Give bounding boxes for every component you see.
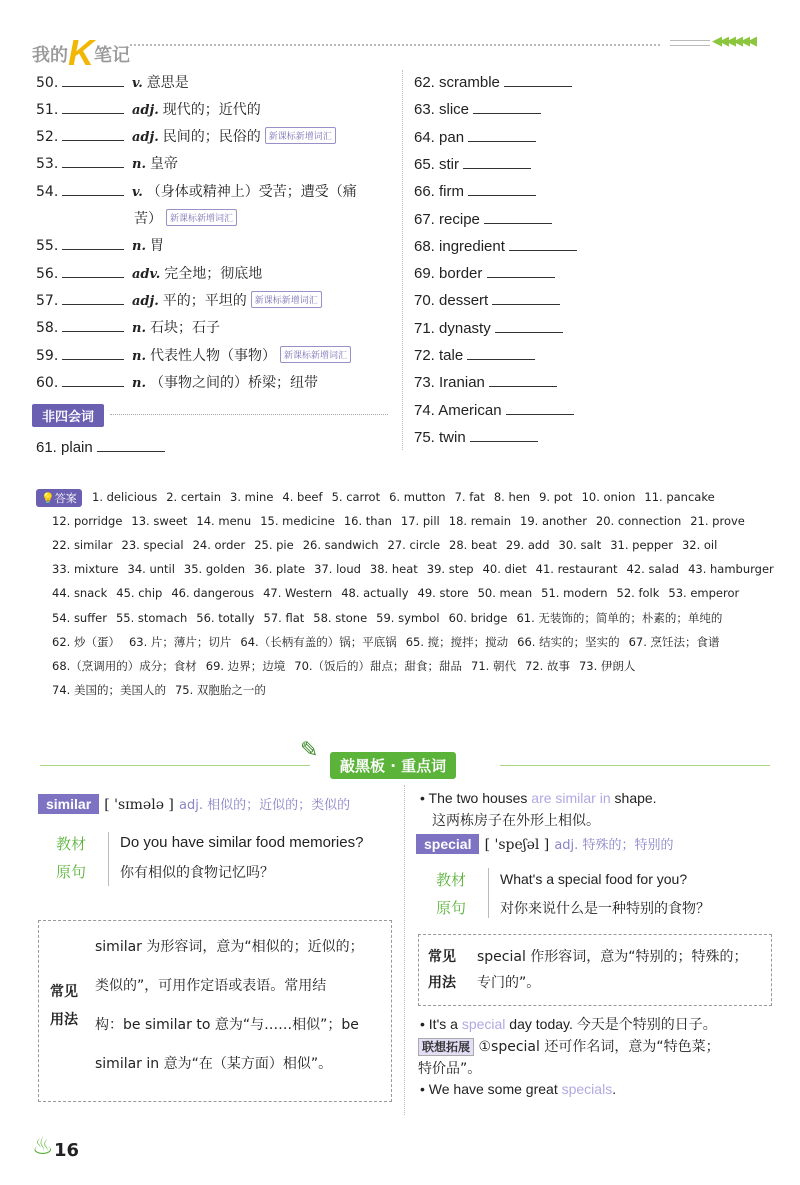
answer-item: 73. 伊朗人: [578, 659, 636, 673]
vocab-item: [414, 154, 531, 180]
association-note: 联想拓展 ①special 还可作名词，意为“特色菜； 特价品”。: [418, 1039, 720, 1077]
answer-item: 8. hen: [493, 490, 531, 504]
answer-item: 16. than: [343, 514, 392, 528]
answer-item: 66. 结实的；坚实的: [517, 635, 620, 649]
answer-item: 60. bridge: [448, 611, 508, 625]
answer-item: 52. folk: [616, 586, 660, 600]
answer-item: 28. beat: [449, 538, 497, 552]
answer-item: 49. store: [417, 586, 469, 600]
vocab-item: [414, 263, 555, 289]
vocab-word: 66. firm: [414, 183, 469, 201]
part-of-speech: adj.: [132, 294, 159, 309]
part-of-speech: v.: [132, 76, 143, 91]
vocab-item: [414, 290, 560, 316]
answer-item: 38. heat: [369, 562, 418, 576]
source-bar: [488, 868, 489, 918]
usage-text: [477, 944, 767, 996]
vocab-item: [134, 208, 237, 234]
vocab-item: [414, 181, 536, 207]
part-of-speech: n.: [132, 321, 146, 336]
answer-blank[interactable]: [62, 126, 124, 141]
vocab-item: [414, 236, 577, 262]
answer-item: 59. symbol: [376, 611, 440, 625]
example-translation: 这两栋房子在外形上相似。: [432, 813, 600, 829]
answer-item: 11. pancake: [644, 490, 715, 504]
answer-blank[interactable]: [62, 290, 124, 305]
vocab-word: 73. Iranian: [414, 374, 490, 392]
column-divider: [402, 70, 403, 450]
answer-item: 26. sandwich: [302, 538, 379, 552]
answer-item: 41. restaurant: [535, 562, 618, 576]
answer-item: 32. oil: [681, 538, 718, 552]
definition: adj. 相似的；近似的；类似的: [179, 798, 351, 813]
answer-item: 69. 边界；边境: [205, 659, 286, 673]
answer-item: 18. remain: [448, 514, 511, 528]
vocab-item: [414, 400, 574, 426]
logo-k: K: [68, 32, 94, 73]
textbook-sentence-zh: 对你来说什么是一种特别的食物？: [500, 900, 710, 916]
answer-item: 34. until: [127, 562, 175, 576]
new-word-tag: 新课标新增词汇: [251, 291, 322, 308]
answer-item: 74. 美国的；美国人的: [52, 683, 166, 697]
usage-line: 类似的”，可用作定语或表语。常用结: [95, 978, 327, 994]
vocab-item: [36, 290, 322, 316]
meaning: （身体或精神上）受苦；遭受（痛: [146, 184, 357, 200]
vocab-word: 63. slice: [414, 101, 474, 119]
answer-item: 27. circle: [387, 538, 441, 552]
column-divider-2: [404, 785, 405, 1115]
vocab-item: [36, 72, 189, 98]
word-head-similar: [38, 794, 350, 813]
source-label: 教材 原句: [56, 835, 87, 881]
vocab-item: [36, 235, 164, 261]
section-divider: [110, 414, 388, 415]
answer-item: 47. Western: [263, 586, 333, 600]
answer-blank[interactable]: [484, 209, 552, 224]
answer-item: 36. plate: [254, 562, 306, 576]
vocab-word: 65. stir: [414, 155, 464, 173]
usage-line: similar in 意为“在（某方面）相似”。: [95, 1056, 333, 1072]
new-word-tag: 新课标新增词汇: [280, 346, 351, 363]
answer-line: [52, 610, 731, 626]
answer-item: 2. certain: [166, 490, 222, 504]
answer-line: [52, 586, 748, 600]
answer-item: 3. mine: [230, 490, 274, 504]
section-banner: 敲黑板 · 重点词: [330, 752, 456, 779]
answer-item: 45. chip: [116, 586, 163, 600]
answer-blank[interactable]: [463, 154, 531, 169]
vocab-word: 72. tale: [414, 347, 468, 364]
vocab-item: [414, 372, 557, 398]
answer-line: [52, 658, 644, 674]
answer-item: 57. flat: [263, 611, 305, 625]
phonetic: [ 'speʃəl ]: [484, 837, 550, 853]
usage-line: 专门的”。: [477, 975, 541, 991]
answer-item: 43. hamburger: [688, 562, 774, 576]
answer-blank[interactable]: [468, 181, 536, 196]
usage-line: special 作形容词，意为“特别的；特殊的；: [477, 949, 748, 965]
vocab-word: 62. scramble: [414, 74, 505, 91]
meaning: 苦）: [134, 211, 162, 227]
answer-item: 55. stomach: [115, 611, 188, 625]
answer-item: 33. mixture: [52, 562, 119, 576]
answer-item: 39. step: [426, 562, 474, 576]
meaning: 代表性人物（事物）: [149, 348, 276, 364]
vocab-item: [414, 127, 536, 153]
vocab-item: [414, 99, 541, 125]
example-sentence: • The two houses are similar in shape.: [420, 790, 657, 806]
meaning: 皇帝: [149, 156, 178, 172]
vocab-item: [36, 345, 351, 371]
answer-item: 30. salt: [558, 538, 602, 552]
section-label-fsw: 非四会词: [32, 404, 104, 427]
answer-item: 9. pot: [539, 490, 573, 504]
vocab-word: 64. pan: [414, 128, 469, 146]
item-number: 53.: [36, 156, 59, 172]
usage-head: 常见 用法: [50, 984, 78, 1028]
vocab-item: [36, 263, 262, 289]
mascot-icon: ✎: [300, 738, 319, 763]
source-label: 教材 原句: [436, 871, 467, 917]
answer-item: 5. carrot: [331, 490, 381, 504]
answer-item: 7. fat: [454, 490, 485, 504]
vocab-item: [414, 427, 538, 453]
logo-right-text: 笔记: [94, 45, 130, 65]
answer-item: 25. pie: [254, 538, 294, 552]
answer-item: 54. suffer: [52, 611, 107, 625]
usage-line: similar 为形容词，意为“相似的；近似的；: [95, 939, 364, 955]
part-of-speech: adj.: [132, 130, 159, 145]
meaning: 意思是: [146, 75, 189, 91]
answer-line: [52, 682, 275, 698]
answer-blank[interactable]: [62, 372, 124, 387]
answer-blank[interactable]: [62, 72, 124, 87]
textbook-sentence-en: Do you have similar food memories?: [120, 834, 364, 851]
vocab-item: [414, 318, 563, 344]
answer-item: 19. another: [520, 514, 587, 528]
usage-text: [95, 928, 380, 1084]
word-label: similar: [38, 794, 99, 814]
answer-item: 10. onion: [581, 490, 636, 504]
header-divider: [130, 44, 660, 46]
answer-item: 68.（烹调用的）成分；食材: [52, 659, 197, 673]
answer-blank[interactable]: [62, 235, 124, 250]
item-number: 51.: [36, 102, 59, 118]
vocab-word: 71. dynasty: [414, 319, 495, 337]
header-arrows-icon: ◀◀◀◀◀◀: [712, 34, 754, 49]
answer-blank[interactable]: [62, 317, 124, 332]
header-bar: [670, 40, 710, 46]
item-number: 56.: [36, 266, 59, 282]
answer-item: 35. golden: [183, 562, 246, 576]
answer-item: 42. salad: [626, 562, 680, 576]
item-number: 52.: [36, 129, 59, 145]
answer-item: 4. beef: [282, 490, 323, 504]
answer-item: 72. 故事: [525, 659, 570, 673]
answer-item: 17. pill: [400, 514, 440, 528]
part-of-speech: adj.: [132, 103, 159, 118]
answer-blank[interactable]: [97, 437, 165, 452]
part-of-speech: n.: [132, 239, 146, 254]
lightbulb-icon: ♨: [32, 1132, 54, 1160]
vocab-item-61: [36, 437, 165, 463]
meaning: 现代的；近代的: [162, 102, 261, 118]
example-sentence: • We have some great specials.: [420, 1081, 617, 1097]
banner-line-right: [500, 765, 770, 766]
vocab-item: [36, 99, 261, 125]
item-number: 60.: [36, 375, 59, 391]
word-label: special: [416, 834, 479, 854]
part-of-speech: n.: [132, 349, 146, 364]
answer-item: 29. add: [505, 538, 550, 552]
answer-blank[interactable]: [62, 153, 124, 168]
answer-item: 21. prove: [690, 514, 745, 528]
answer-blank[interactable]: [504, 72, 572, 87]
answer-item: 44. snack: [52, 586, 108, 600]
vocab-item: [36, 317, 220, 343]
answer-blank[interactable]: [489, 372, 557, 387]
answer-blank[interactable]: [62, 263, 124, 278]
part-of-speech: n.: [132, 157, 146, 172]
answer-item: 51. modern: [541, 586, 608, 600]
example-sentence: • It's a special day today. 今天是个特别的日子。: [420, 1016, 717, 1032]
meaning: 平的；平坦的: [162, 293, 247, 309]
source-bar: [108, 832, 109, 886]
answer-item: 23. special: [121, 538, 184, 552]
answer-blank[interactable]: [495, 318, 563, 333]
answer-blank[interactable]: [468, 127, 536, 142]
meaning: 石块；石子: [149, 320, 220, 336]
answer-item: 40. diet: [482, 562, 527, 576]
answer-item: 70.（饭后的）甜点；甜食；甜品: [294, 659, 463, 673]
answer-item: 62. 炒（蛋）: [52, 635, 120, 649]
meaning: 胃: [149, 238, 164, 254]
answer-item: 67. 烹饪法；食谱: [628, 635, 720, 649]
vocab-item: [414, 209, 552, 235]
answer-item: 61. 无装饰的；简单的；朴素的；单纯的: [516, 611, 723, 625]
usage-head: 常见 用法: [428, 949, 456, 991]
answer-blank[interactable]: [473, 99, 541, 114]
vocab-word: 75. twin: [414, 428, 470, 446]
brand-logo: [32, 28, 130, 73]
banner-line-left: [40, 765, 310, 766]
answer-label: 💡答案: [36, 489, 82, 507]
answer-item: 71. 朝代: [471, 659, 516, 673]
meaning: （事物之间的）桥梁；纽带: [149, 375, 318, 391]
answer-label-text: 答案: [54, 492, 77, 505]
textbook-sentence-zh: 你有相似的食物记忆吗？: [120, 864, 274, 880]
item-number: 55.: [36, 238, 59, 254]
answer-line: [92, 490, 724, 504]
phonetic: [ 'sɪmələ ]: [104, 797, 174, 813]
vocab-word: 68. ingredient: [414, 237, 510, 255]
answer-item: 48. actually: [341, 586, 409, 600]
new-word-tag: 新课标新增词汇: [166, 209, 237, 226]
usage-line: 构：be similar to 意为“与……相似”；be: [95, 1017, 359, 1033]
answer-item: 56. totally: [196, 611, 255, 625]
item-number: 54.: [36, 184, 59, 200]
answer-item: 65. 搅；搅拌；搅动: [405, 635, 509, 649]
vocab-word: 67. recipe: [414, 210, 485, 228]
logo-left-text: 我的: [32, 45, 68, 65]
vocab-item: [36, 126, 336, 152]
answer-blank[interactable]: [62, 181, 124, 196]
answer-line: [52, 562, 783, 576]
answer-item: 64.（长柄有盖的）锅；平底锅: [240, 635, 397, 649]
answer-item: 31. pepper: [610, 538, 673, 552]
answer-item: 58. stone: [313, 611, 368, 625]
word-head-special: [416, 834, 673, 853]
answer-item: 6. mutton: [389, 490, 446, 504]
meaning: 完全地；彻底地: [164, 266, 263, 282]
answer-line: [52, 634, 729, 650]
vocab-item: [36, 372, 318, 398]
item-number: 58.: [36, 320, 59, 336]
vocab-item: [36, 153, 178, 179]
answer-item: 46. dangerous: [171, 586, 255, 600]
answer-blank[interactable]: [487, 263, 555, 278]
association-label: 联想拓展: [418, 1038, 474, 1056]
answer-item: 12. porridge: [52, 514, 123, 528]
vocab-word: 69. border: [414, 265, 487, 283]
answer-item: 22. similar: [52, 538, 113, 552]
answer-item: 24. order: [192, 538, 246, 552]
answer-line: [52, 514, 754, 528]
item-number: 50.: [36, 75, 59, 91]
answer-item: 53. emperor: [668, 586, 740, 600]
answer-item: 20. connection: [595, 514, 682, 528]
answer-blank[interactable]: [62, 99, 124, 114]
answer-blank[interactable]: [506, 400, 574, 415]
part-of-speech: v.: [132, 185, 143, 200]
part-of-speech: n.: [132, 376, 146, 391]
answer-blank[interactable]: [62, 345, 124, 360]
answer-blank[interactable]: [509, 236, 577, 251]
page-number: 16: [54, 1140, 80, 1161]
textbook-sentence-en: What's a special food for you?: [500, 871, 688, 887]
answer-item: 1. delicious: [92, 490, 158, 504]
answer-item: 37. loud: [314, 562, 361, 576]
item-number: 59.: [36, 348, 59, 364]
answer-blank[interactable]: [492, 290, 560, 305]
part-of-speech: adv.: [132, 267, 161, 282]
answer-item: 13. sweet: [131, 514, 188, 528]
answer-blank[interactable]: [467, 345, 535, 360]
new-word-tag: 新课标新增词汇: [265, 127, 336, 144]
vocab-word: 74. American: [414, 401, 506, 419]
answer-item: 15. medicine: [260, 514, 335, 528]
answer-item: 14. menu: [196, 514, 252, 528]
answer-blank[interactable]: [470, 427, 538, 442]
vocab-word: 61. plain: [36, 439, 93, 456]
answer-item: 63. 片；薄片；切片: [128, 635, 232, 649]
definition: adj. 特殊的；特别的: [554, 838, 674, 853]
vocab-item: [36, 181, 357, 207]
answer-item: 50. mean: [477, 586, 533, 600]
vocab-item: [414, 72, 572, 98]
meaning: 民间的；民俗的: [162, 129, 261, 145]
answer-line: [52, 538, 726, 552]
vocab-item: [414, 345, 535, 371]
item-number: 57.: [36, 293, 59, 309]
answer-item: 75. 双胞胎之一的: [174, 683, 266, 697]
vocab-word: 70. dessert: [414, 292, 493, 310]
